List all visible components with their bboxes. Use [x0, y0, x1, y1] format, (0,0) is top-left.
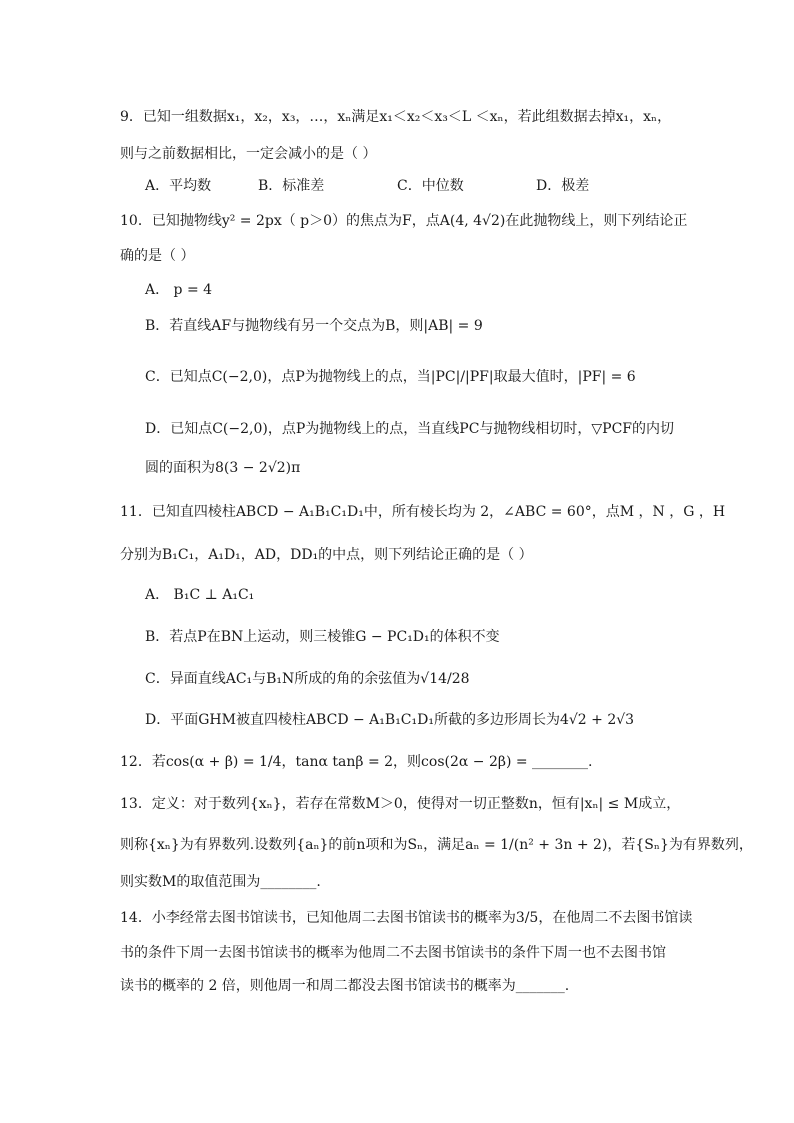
q11-choice-d: D．平面GHM被直四棱柱ABCD − A₁B₁C₁D₁所截的多边形周长为4√2 + 2√3 — [145, 712, 635, 728]
q14-line-2: 书的条件下周一去图书馆读书的概率为他周二不去图书馆读书的条件下周一也不去图书馆 — [120, 945, 666, 961]
q13-line-3: 则实数M的取值范围为________. — [120, 874, 321, 890]
q9-choice-b: B．标准差 — [258, 178, 325, 194]
q10-line-2: 确的是（ ） — [120, 248, 195, 264]
q11-choice-c: C．异面直线AC₁与B₁N所成的角的余弦值为√14/28 — [145, 671, 470, 687]
q13-line-1: 13．定义：对于数列{xₙ}，若存在常数M＞0，使得对一切正整数n，恒有|xₙ| ≤ M成立， — [120, 796, 681, 812]
q13-line-2: 则称{xₙ}为有界数列.设数列{aₙ}的前n项和为Sₙ，满足aₙ = 1/(n² + 3n + 2)，若{Sₙ}为有界数列， — [120, 837, 753, 853]
q10-choice-b: B．若直线AF与抛物线有另一个交点为B，则|AB| = 9 — [145, 318, 483, 334]
q11-line-1: 11．已知直四棱柱ABCD − A₁B₁C₁D₁中，所有棱长均为 2，∠ABC = 60°，点M ，N ，G ，H — [120, 504, 726, 520]
q9-choice-d: D．极差 — [536, 178, 590, 194]
q14-line-3: 读书的概率的 2 倍，则他周一和周二都没去图书馆读书的概率为_______. — [120, 978, 570, 994]
q9-choice-a: A．平均数 — [145, 178, 212, 194]
q9-line-1: 9．已知一组数据x₁，x₂，x₃，…，xₙ满足x₁＜x₂＜x₃＜L ＜xₙ，若此组数据去掉x₁，xₙ， — [120, 109, 672, 125]
q11-choice-a: A． B₁C ⊥ A₁C₁ — [145, 587, 255, 603]
q11-line-2: 分别为B₁C₁，A₁D₁，AD，DD₁的中点，则下列结论正确的是（ ） — [120, 547, 533, 563]
q10-line-1: 10．已知抛物线y² = 2px（ p＞0）的焦点为F，点A(4, 4√2)在此抛物线上，则下列结论正 — [120, 213, 688, 229]
q10-choice-c: C．已知点C(−2,0)，点P为抛物线上的点，当|PC|/|PF|取最大值时，|PF| = 6 — [145, 369, 636, 385]
q12-line-1: 12．若cos(α + β) = 1/4，tanα tanβ = 2，则cos(2α − 2β) = ________. — [120, 754, 593, 770]
q11-choice-b: B．若点P在BN上运动，则三棱锥G − PC₁D₁的体积不变 — [145, 629, 500, 645]
q10-choice-a: A． p = 4 — [145, 282, 213, 298]
q9-choice-c: C．中位数 — [397, 178, 464, 194]
q14-line-1: 14．小李经常去图书馆读书，已知他周二去图书馆读书的概率为3/5，在他周二不去图书馆读 — [120, 910, 693, 926]
q10-choice-d-line-2: 圆的面积为8(3 − 2√2)π — [145, 460, 301, 476]
q9-line-2: 则与之前数据相比，一定会减小的是（ ） — [120, 146, 377, 162]
q10-choice-d-line-1: D．已知点C(−2,0)，点P为抛物线上的点，当直线PC与抛物线相切时，▽PCF的内切 — [145, 421, 675, 437]
